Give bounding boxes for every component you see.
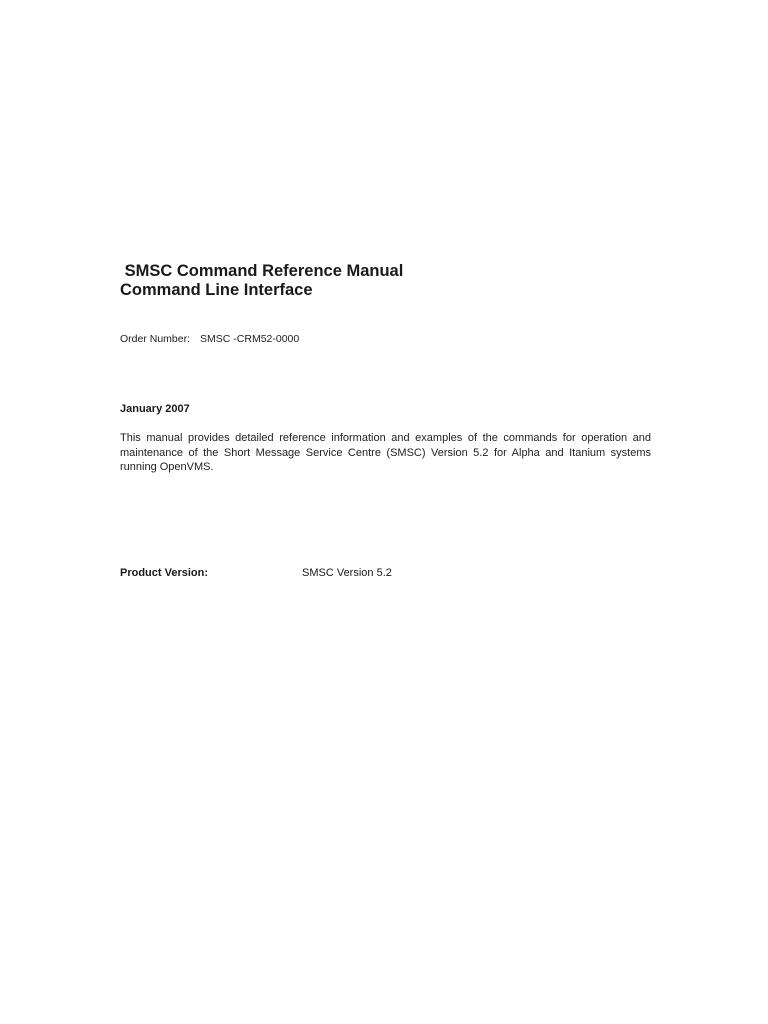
title-line-2: Command Line Interface xyxy=(120,281,313,299)
manual-description: This manual provides detailed reference information and examples of the commands for operation and maintenance of the Short Message Service Centre (SMSC) Version 5.2 for Alpha and Itanium systems running OpenVMS. xyxy=(120,432,651,473)
order-number-label: Order Number: xyxy=(120,333,191,345)
product-version-label: Product Version: xyxy=(120,567,209,579)
order-number xyxy=(120,333,299,345)
order-number-value: SMSC -CRM52-0000 xyxy=(200,333,300,345)
product-version xyxy=(120,567,520,579)
document-title xyxy=(120,262,660,300)
publication-date: January 2007 xyxy=(120,403,190,415)
product-version-value: SMSC Version 5.2 xyxy=(302,567,392,579)
title-line-1: SMSC Command Reference Manual xyxy=(120,262,404,280)
